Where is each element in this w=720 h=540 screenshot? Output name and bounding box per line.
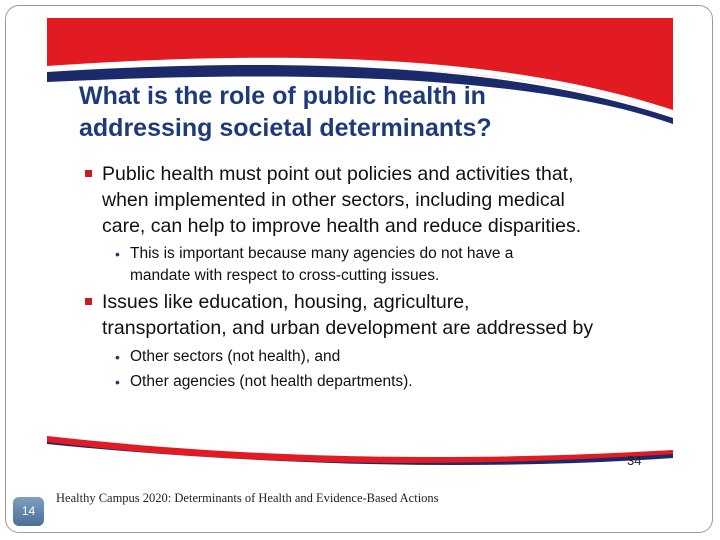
sub-bullet	[115, 243, 650, 287]
main-bullet	[102, 289, 662, 341]
square-bullet-icon	[85, 170, 92, 177]
dot-bullet-icon: •	[115, 349, 120, 365]
sub-bullet-line: This is important because many agencies do not have a	[130, 245, 514, 262]
bullet-line: Public health must point out policies and activities that,	[102, 163, 574, 185]
bullet-line: when implemented in other sectors, including medical	[102, 189, 565, 211]
slide-title-line: addressing societal determinants?	[79, 114, 492, 142]
bullet-line: transportation, and urban development are addressed by	[102, 317, 594, 339]
sub-bullet-line: Other agencies (not health departments).	[130, 373, 413, 390]
dot-bullet-icon: •	[115, 374, 120, 390]
main-bullet	[102, 161, 662, 239]
slide	[47, 18, 673, 490]
slide-number: 34	[627, 453, 642, 468]
sub-bullet-line: Other sectors (not health), and	[130, 348, 341, 365]
square-bullet-icon	[85, 298, 92, 305]
sub-bullet	[115, 346, 650, 368]
dot-bullet-icon: •	[115, 246, 120, 262]
slide-title	[79, 80, 639, 144]
sub-bullet	[115, 371, 650, 393]
slide-title-line: What is the role of public health in	[79, 82, 486, 110]
bullet-line: care, can help to improve health and reduce disparities.	[102, 215, 582, 237]
sub-bullet-line: mandate with respect to cross-cutting issues.	[130, 267, 440, 284]
page-number-badge: 14	[13, 497, 44, 526]
footer-caption: Healthy Campus 2020: Determinants of Health and Evidence-Based Actions	[56, 491, 439, 505]
bullet-line: Issues like education, housing, agriculture,	[102, 291, 470, 313]
